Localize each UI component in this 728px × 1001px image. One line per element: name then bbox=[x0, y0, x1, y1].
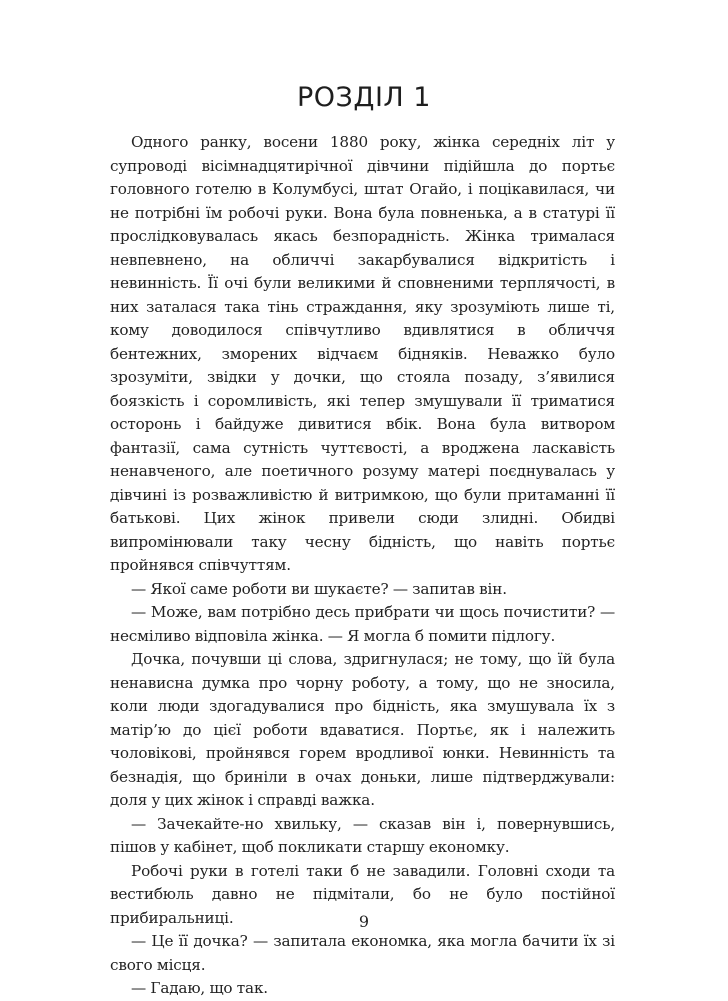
chapter-body bbox=[110, 131, 615, 1001]
paragraph: — Гадаю, що так. bbox=[131, 979, 268, 997]
paragraph: Дочка, почувши ці слова, здригнулася; не тому, що їй була ненависна думка про чорну роботу, а тому, що не зносила, коли люди здогадувалися про бідність, яка змушувала їх з матір’ю до цієї роботи вдаватися. Портьє, як і належить чоловікові, пройнявся горем вродливої юнки. Невинність та безнадія, що бриніли в очах доньки, лише підтверджували: доля у цих жінок і справді важка. bbox=[110, 650, 615, 809]
page-number: 9 bbox=[358, 912, 370, 931]
paragraph: Одного ранку, восени 1880 року, жінка середніх літ у супроводі вісімнадцятирічної дівчини підійшла до портьє головного готелю в Колумбусі, штат Огайо, і поцікавилася, чи не потрібні їм робочі руки. Вона була повненька, а в статурі її прослідковувалась якась безпорадність. Жінка трималася невпевнено, на обличчі закарбувалися відкритість і невинність. Її очі були великими й сповненими терплячості, в них заталася така тінь страждання, яку зрозуміють лише ті, кому доводилося співчутливо вдивлятися в обличчя бентежних, зморених відчаєм бідняків. Неважко було зрозуміти, звідки у дочки, що стояла позаду, з’явилися боязкість і соромливість, які тепер змушували її триматися осторонь і байдуже дивитися вбік. Вона була витвором фантазії, сама сутність чуттєвості, а вроджена ласкавість ненавченого, але поетичного розуму матері поєднувалась у дівчині із розважливістю й витримкою, що були притаманні її батькові. Цих жінок привели сюди злидні. Обидві випромінювали таку чесну бідність, що навіть портьє пройнявся співчуттям. bbox=[110, 133, 615, 574]
paragraph: — Може, вам потрібно десь прибрати чи щось почистити? — несміливо відповіла жінка. — Я могла б помити підлогу. bbox=[110, 603, 615, 645]
paragraph: — Це її дочка? — запитала економка, яка могла бачити їх зі свого місця. bbox=[110, 932, 615, 974]
paragraph: Робочі руки в готелі таки б не завадили. Головні сходи та вестибюль давно не підмітали, бо не було постійної прибиральниці. bbox=[110, 861, 615, 927]
paragraph: — Якої саме роботи ви шукаєте? — запитав він. bbox=[131, 579, 507, 598]
chapter-title: РОЗДІЛ 1 bbox=[297, 82, 431, 113]
paragraph: — Зачекайте-но хвильку, — сказав він і, повернувшись, пішов у кабінет, щоб покликати старшу економку. bbox=[110, 814, 615, 856]
